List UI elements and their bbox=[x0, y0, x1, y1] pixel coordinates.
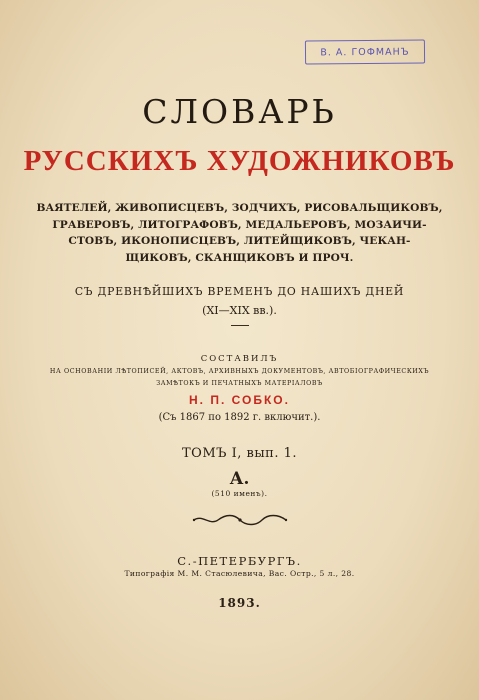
compiled-by-label: СОСТАВИЛЪ bbox=[200, 354, 279, 364]
book-subtitle: РУССКИХЪ ХУДОЖНИКОВЪ bbox=[23, 145, 456, 177]
years-line: (Съ 1867 по 1892 г. включит.). bbox=[158, 412, 321, 423]
sources-line: ЗАМѢТОКЪ И ПЕЧАТНЫХЪ МАТЕРІАЛОВЪ bbox=[156, 380, 323, 387]
publication-year: 1893. bbox=[218, 596, 261, 610]
volume-label: ТОМЪ I, вып. 1. bbox=[182, 446, 297, 461]
author-name: Н. П. СОБКО. bbox=[189, 393, 290, 407]
description-line: СТОВЪ, ИКОНОПИСЦЕВЪ, ЛИТЕЙЩИКОВЪ, ЧЕКАН- bbox=[68, 235, 411, 247]
description-line: ЩИКОВЪ, СКАНЩИКОВЪ И ПРОЧ. bbox=[125, 251, 354, 264]
owner-stamp: В. А. ГОФМАНЪ bbox=[305, 39, 425, 64]
description-block bbox=[0, 200, 479, 266]
letter-label: А. bbox=[229, 469, 250, 489]
ornament-flourish-icon bbox=[190, 512, 290, 528]
description-line: ГРАВЕРОВЪ, ЛИТОГРАФОВЪ, МЕДАЛЬЕРОВЪ, МОЗАИЧИ- bbox=[52, 218, 427, 231]
period-line: СЪ ДРЕВНѢЙШИХЪ ВРЕМЕНЪ ДО НАШИХЪ ДНЕЙ bbox=[74, 285, 405, 298]
centuries-line: (XI—XIX вв.). bbox=[202, 304, 277, 317]
divider-rule bbox=[231, 325, 249, 326]
printer-line: Типографія М. М. Стасюлевича, Вас. Остр., 5 л., 28. bbox=[124, 569, 355, 578]
sources-block bbox=[0, 366, 479, 390]
book-title: СЛОВАРЬ bbox=[142, 92, 337, 131]
description-line: ВАЯТЕЛЕЙ, ЖИВОПИСЦЕВЪ, ЗОДЧИХЪ, РИСОВАЛЬЩИКОВЪ, bbox=[36, 202, 443, 214]
names-count: (510 именъ). bbox=[211, 489, 268, 498]
sources-line: НА ОСНОВАНІИ ЛѢТОПИСЕЙ, АКТОВЪ, АРХИВНЫХЪ ДОКУМЕНТОВЪ, АВТОБІОГРАФИЧЕСКИХЪ bbox=[49, 368, 430, 375]
city-label: С.-ПЕТЕРБУРГЪ. bbox=[177, 554, 302, 568]
